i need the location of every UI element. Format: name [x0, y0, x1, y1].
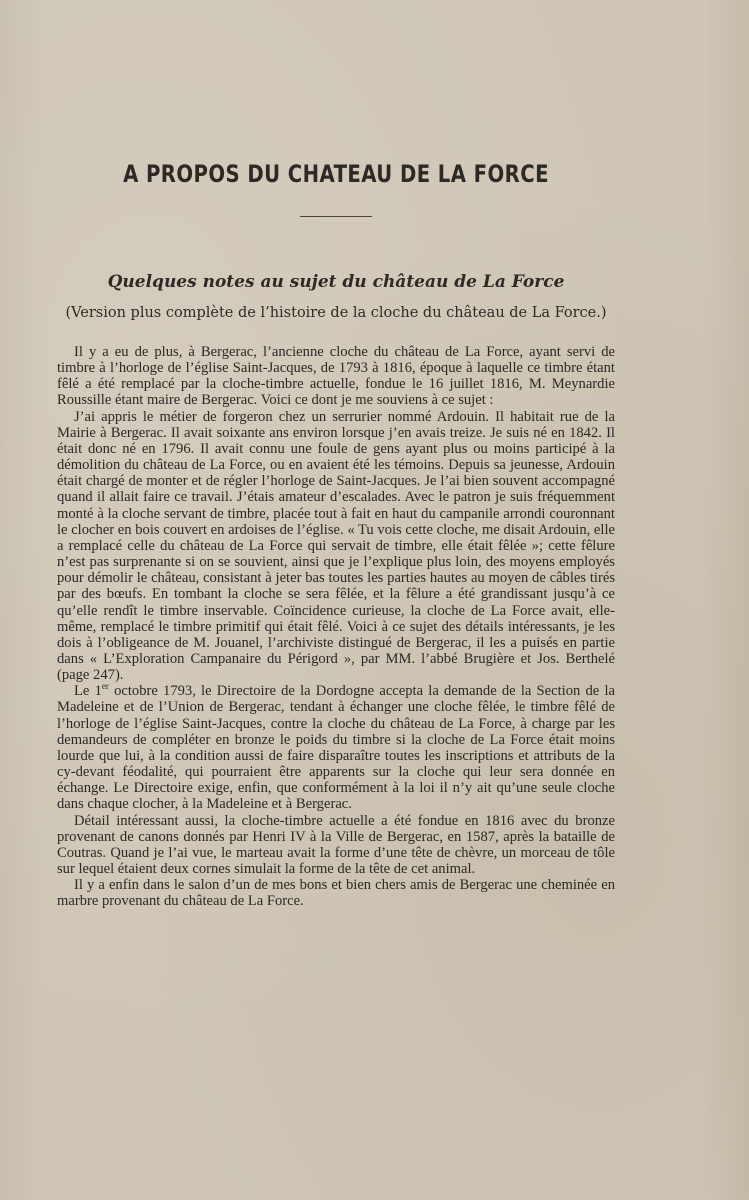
version-note: (Version plus complète de l’histoire de la cloche du château de La Force.)	[65, 305, 607, 321]
paragraph-3-rest: octobre 1793, le Directoire de la Dordogne accepta la demande de la Section de la Madeleine et de l’Union de Bergerac, tendant à échanger une cloche fêlée, le timbre fêlé de l’horloge de l’église Saint-Jacques, contre la cloche du château de La Force, à charge par les demandeurs de compléter en bronze le poids du timbre si la cloche de La Force était moins lourde que lui, à la condition aussi de faire disparaître toutes les inscriptions et attributs de la cy-devant féodalité, qui pourraient être apparents sur la cloche qui leur sera donnée en échange. Le Directoire exige, enfin, que conformément à la loi il n’y ait qu’une seule cloche dans chaque clocher, à la Madeleine et à Bergerac.	[57, 683, 615, 813]
paragraph-5: Il y a enfin dans le salon d’un de mes bons et bien chers amis de Bergerac une cheminée en marbre provenant du château de La Force.	[57, 877, 615, 910]
page-title: A PROPOS DU CHATEAU DE LA FORCE	[123, 160, 549, 188]
section-subtitle: Quelques notes au sujet du château de La Force	[107, 272, 565, 292]
body-text	[57, 344, 615, 909]
ordinal-superscript: er	[101, 681, 109, 692]
paragraph-2: J’ai appris le métier de forgeron chez un serrurier nommé Ardouin. Il habitait rue de la Mairie à Bergerac. Il avait soixante ans environ lorsque j’en avais treize. Je suis né en 1842. Il était donc né en 1796. Il avait connu une foule de gens ayant plus ou moins participé à la démolition du château de La Force, ou en avaient été les témoins. Depuis sa jeunesse, Ardouin était chargé de monter et de régler l’horloge de Saint-Jacques. Je l’ai bien souvent accompagné quand il allait faire ce travail. J’étais amateur d’escalades. Avec le patron je suis fréquemment monté à la cloche servant de timbre, placée tout à fait en haut du campanile arrondi couronnant le clocher en bois couvert en ardoises de l’église. « Tu vois cette cloche, me disait Ardouin, elle a remplacé celle du château de La Force qui servait de timbre, elle était fêlée »; cette fêlure n’est pas surprenante si on se souvient, ainsi que je l’explique plus loin, des moyens employés pour démolir le château, consistant à jeter bas toutes les parties hautes au moyen de câbles tirés par des bœufs. En tombant la cloche se sera fêlée, et la fêlure a été grandissant jusqu’à ce qu’elle rendît le timbre inservable. Coïncidence curieuse, la cloche de La Force avait, elle-même, remplacé le timbre primitif qui était fêlé. Voici à ce sujet des détails intéressants, je les dois à l’obligeance de M. Jouanel, l’archiviste distingué de Bergerac, il les a puisés en partie dans « L’Exploration Campanaire du Périgord », par MM. l’abbé Brugière et Jos. Berthelé (page 247).	[57, 408, 615, 684]
paragraph-1: Il y a eu de plus, à Bergerac, l’ancienne cloche du château de La Force, ayant servi de timbre à l’horloge de l’église Saint-Jacques, de 1793 à 1816, époque à laquelle ce timbre étant fêlé a été remplacé par la cloche-timbre actuelle, fondue le 16 juillet 1816, M. Meynardie Roussille étant maire de Bergerac. Voici ce dont je me souviens à ce sujet :	[57, 344, 615, 409]
paragraph-4: Détail intéressant aussi, la cloche-timbre actuelle a été fondue en 1816 avec du bronze provenant de canons donnés par Henri IV à la Ville de Bergerac, en 1587, après la bataille de Coutras. Quand je l’ai vue, le marteau avait la forme d’une tête de chèvre, un morceau de tôle sur lequel étaient deux cornes simulait la forme de la tête de cet animal.	[57, 812, 615, 877]
title-divider	[300, 216, 372, 217]
paragraph-3	[57, 683, 615, 812]
paragraph-3-start: Le 1	[74, 683, 102, 700]
